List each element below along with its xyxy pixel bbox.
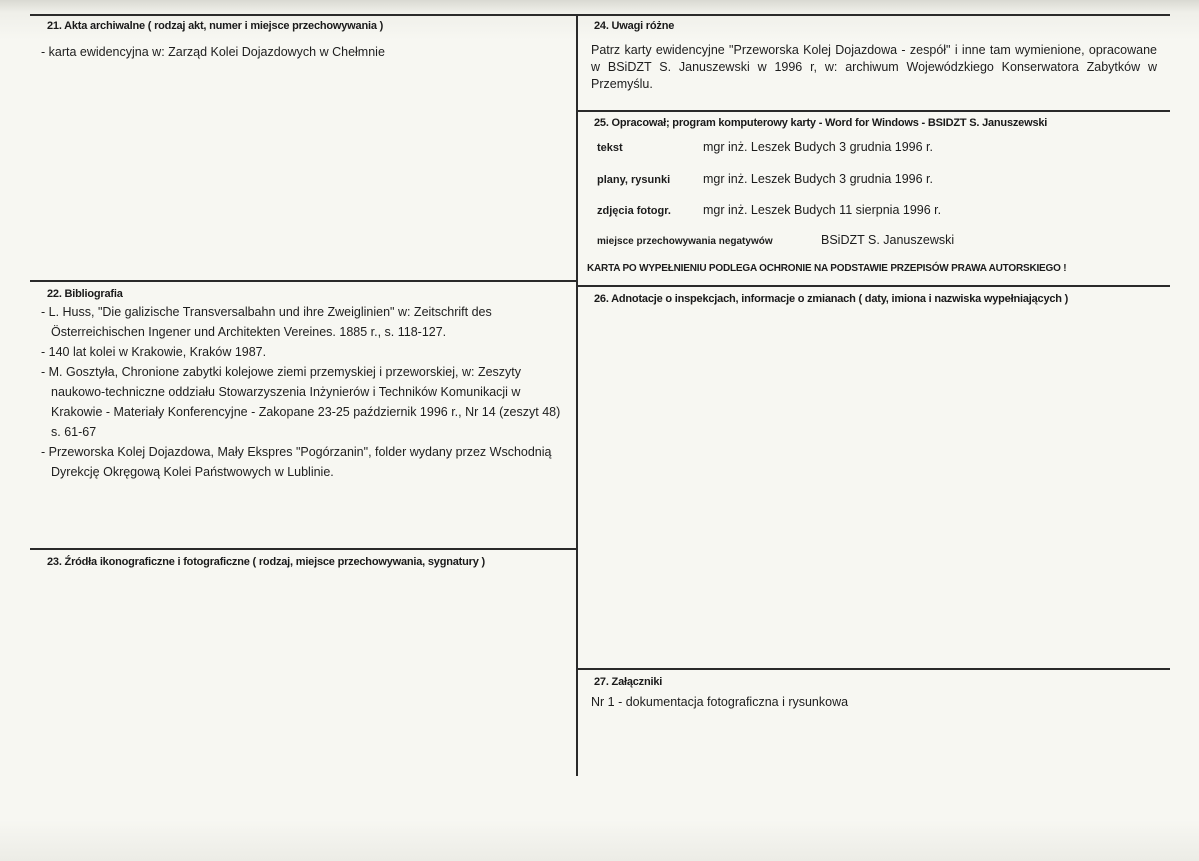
bibliography-item: - M. Gosztyła, Chronione zabytki kolejowe ziemi przemyskiej i przeworskiej, w: Zeszyty naukowo-techniczne oddziału Stowarzyszenia Inżynierów i Techników Komunikacji w Krakowie - Materiały Konferencyjne - Zakopane 23-25 październik 1996 r., Nr 14 (zeszyt 48) s. 61-67 <box>41 365 561 439</box>
section-25-header: 25. Opracował; program komputerowy karty - Word for Windows - BSIDZT S. Januszewski <box>594 117 1048 129</box>
divider-24-25 <box>577 110 1170 112</box>
author-row-value: mgr inż. Leszek Budych 3 grudnia 1996 r. <box>703 140 933 154</box>
divider-26-27 <box>577 668 1170 670</box>
section-21-text: - karta ewidencyjna w: Zarząd Kolei Dojazdowych w Chełmnie <box>41 45 385 59</box>
author-row-drawings <box>597 172 933 186</box>
section-27-text: Nr 1 - dokumentacja fotograficzna i rysunkowa <box>591 695 849 709</box>
copyright-notice: KARTA PO WYPEŁNIENIU PODLEGA OCHRONIE NA PODSTAWIE PRZEPISÓW PRAWA AUTORSKIEGO ! <box>587 263 1067 274</box>
negatives-value: BSiDZT S. Januszewski <box>821 233 955 247</box>
divider-21-22 <box>30 280 577 282</box>
negatives-label: miejsce przechowywania negatywów <box>597 236 773 247</box>
author-row-label: plany, rysunki <box>597 174 671 186</box>
section-26-header: 26. Adnotacje o inspekcjach, informacje o zmianach ( daty, imiona i nazwiska wypełniających ) <box>594 293 1069 305</box>
divider-25-26 <box>577 285 1170 287</box>
author-row-label: zdjęcia fotogr. <box>597 205 671 217</box>
divider-22-23 <box>30 548 577 550</box>
column-divider <box>576 14 578 776</box>
author-row-text <box>597 140 933 154</box>
bibliography-list <box>41 302 561 482</box>
author-row-value: mgr inż. Leszek Budych 11 sierpnia 1996 r. <box>703 203 942 217</box>
section-23-header: 23. Źródła ikonograficzne i fotograficzne ( rodzaj, miejsce przechowywania, sygnatury ) <box>47 556 485 568</box>
bibliography-item: - L. Huss, "Die galizische Transversalbahn und ihre Zweiglinien" w: Zeitschrift des Österreichischen Ingener und Architekten Vereines. 1885 r., s. 118-127. <box>41 305 492 339</box>
section-21-header: 21. Akta archiwalne ( rodzaj akt, numer i miejsce przechowywania ) <box>47 20 384 32</box>
bibliography-item: - Przeworska Kolej Dojazdowa, Mały Ekspres "Pogórzanin", folder wydany przez Wschodnią Dyrekcję Okręgową Kolei Państwowych w Lublinie. <box>41 445 552 479</box>
section-27-header: 27. Załączniki <box>594 676 663 688</box>
author-row-value: mgr inż. Leszek Budych 3 grudnia 1996 r. <box>703 172 933 186</box>
section-24-text: Patrz karty ewidencyjne "Przeworska Kolej Dojazdowa - zespół" i inne tam wymienione, opracowane w BSiDZT S. Januszewski w 1996 r, w: archiwum Wojewódzkiego Konserwatora Zabytków w Przemyślu. <box>591 43 1157 91</box>
section-24-header: 24. Uwagi różne <box>594 20 675 32</box>
bibliography-item: - 140 lat kolei w Krakowie, Kraków 1987. <box>41 345 267 359</box>
section-22-header: 22. Bibliografia <box>47 288 123 300</box>
negatives-row <box>597 233 954 247</box>
author-row-photos <box>597 203 941 217</box>
author-row-label: tekst <box>597 142 623 154</box>
top-border <box>30 14 1170 16</box>
